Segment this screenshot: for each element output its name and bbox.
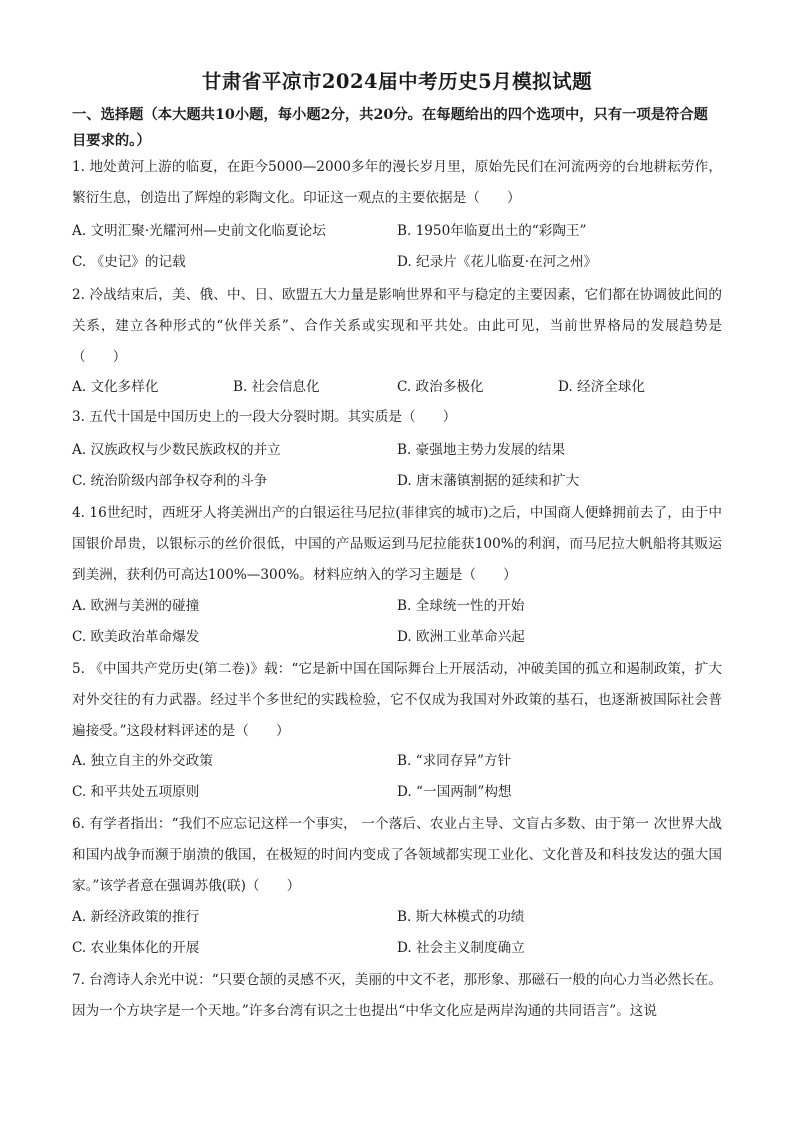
exam-title: 甘肃省平凉市2024届中考历史5月模拟试题 — [201, 70, 593, 93]
question-3-stem: 3. 五代十国是中国历史上的一段大分裂时期。其实质是（ ） — [72, 409, 457, 425]
question-3-option-d[interactable]: D. 唐末藩镇割据的延续和扩大 — [397, 473, 580, 489]
question-2-stem: 2. 冷战结束后，美、俄、中、日、欧盟五大力量是影响世界和平与稳定的主要因素，它们都在协调彼此间的关系，建立各种形式的“伙伴关系”、合作关系或实现和平共处。由此可见，当前世界格局的发展趋势是（ ） — [72, 287, 722, 365]
question-6-option-c[interactable]: C. 农业集体化的开展 — [72, 940, 200, 956]
question-2-option-b[interactable]: B. 社会信息化 — [233, 379, 320, 395]
question-3-option-a[interactable]: A. 汉族政权与少数民族政权的并立 — [72, 442, 281, 458]
question-2-option-c[interactable]: C. 政治多极化 — [397, 379, 484, 395]
question-4-option-a[interactable]: A. 欧洲与美洲的碰撞 — [72, 598, 200, 614]
question-4-option-c[interactable]: C. 欧美政治革命爆发 — [72, 629, 200, 645]
question-2-option-d[interactable]: D. 经济全球化 — [558, 379, 646, 395]
question-6-option-d[interactable]: D. 社会主义制度确立 — [397, 940, 525, 956]
question-5-option-a[interactable]: A. 独立自主的外交政策 — [72, 753, 213, 769]
question-2-option-a[interactable]: A. 文化多样化 — [72, 379, 159, 395]
question-5-option-b[interactable]: B. “求同存异”方针 — [397, 753, 512, 769]
question-7-stem: 7. 台湾诗人余光中说：“只要仓颉的灵感不灭，美丽的中文不老，那形象、那磁石一般的向心力当必然长在。因为一个方块字是一个天地。”许多台湾有识之士也提出“中华文化应是两岸沟通的共同语言”。这说 — [72, 972, 722, 1019]
question-6-stem: 6. 有学者指出：“我们不应忘记这样一个事实， 一个落后、农业占主导、文盲占多数、由于第一 次世界大战和国内战争而濒于崩溃的俄国，在极短的时间内变成了各领域都实现工业化、文化普及和科技发达的强大国家。”该学者意在强调苏俄(联)（ ） — [72, 816, 722, 894]
question-5-option-c[interactable]: C. 和平共处五项原则 — [72, 784, 200, 800]
question-6-option-a[interactable]: A. 新经济政策的推行 — [72, 909, 200, 925]
question-3-option-b[interactable]: B. 豪强地主势力发展的结果 — [397, 442, 566, 458]
question-5-stem: 5. 《中国共产党历史(第二卷)》载：“它是新中国在国际舞台上开展活动，冲破美国的孤立和遏制政策，扩大对外交往的有力武器。经过半个多世纪的实践检验，它不仅成为我国对外政策的基石，也逐渐被国际社会普遍接受。”这段材料评述的是（ ） — [72, 661, 722, 739]
question-1-option-b[interactable]: B. 1950年临夏出土的“彩陶王” — [397, 223, 587, 239]
question-1-option-d[interactable]: D. 纪录片《花儿临夏·在河之州》 — [397, 254, 598, 270]
question-1-option-a[interactable]: A. 文明汇聚·光耀河州—史前文化临夏论坛 — [72, 223, 326, 239]
section-heading: 一、选择题（本大题共10小题，每小题2分，共20分。在每题给出的四个选项中，只有一项是符合题目要求的。） — [72, 107, 708, 149]
question-6-option-b[interactable]: B. 斯大林模式的功绩 — [397, 909, 525, 925]
question-4-stem: 4. 16世纪时，西班牙人将美洲出产的白银运往马尼拉(菲律宾的城市)之后，中国商人便蜂拥前去了，由于中国银价昂贵，以银标示的丝价很低，中国的产品贩运到马尼拉能获100%的利润，而马尼拉大帆船将其贩运到美洲，获利仍可高达100%—300%。材料应纳入的学习主题是（ ） — [72, 505, 722, 583]
question-4-option-d[interactable]: D. 欧洲工业革命兴起 — [397, 629, 525, 645]
question-1-option-c[interactable]: C. 《史记》的记载 — [72, 254, 186, 270]
question-4-option-b[interactable]: B. 全球统一性的开始 — [397, 598, 525, 614]
question-5-option-d[interactable]: D. “一国两制”构想 — [397, 784, 512, 800]
question-1-stem: 1. 地处黄河上游的临夏，在距今5000—2000多年的漫长岁月里，原始先民们在河流两旁的台地耕耘劳作，繁衍生息，创造出了辉煌的彩陶文化。印证这一观点的主要依据是（ ） — [72, 159, 722, 206]
question-3-option-c[interactable]: C. 统治阶级内部争权夺利的斗争 — [72, 473, 268, 489]
